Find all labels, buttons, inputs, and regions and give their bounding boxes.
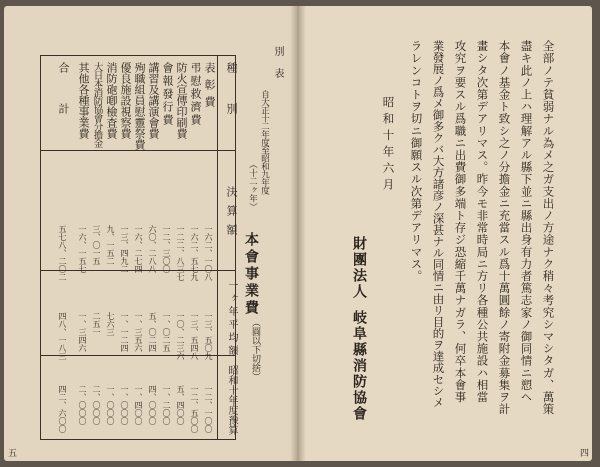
header-settled: 決算額 bbox=[225, 186, 238, 243]
row-settled: 五七八、二〇二 bbox=[58, 225, 67, 281]
row-settled: 一二、三〇〇 bbox=[162, 225, 171, 273]
row-settled: 一六二、一〇八 bbox=[204, 225, 213, 281]
table-title: 本會事業費 bbox=[243, 232, 259, 317]
row-budget: 一、二〇〇 bbox=[162, 385, 171, 425]
row-average: 五、〇二四 bbox=[148, 312, 157, 352]
signature-association: 岐阜縣消防協會 bbox=[351, 310, 367, 422]
row-average: 一三、五四八 bbox=[190, 312, 199, 360]
row-label: 其他各種事業費 bbox=[77, 62, 90, 139]
body-line-5: 攻究ヲ要スル爲職ニ出費御多端ト存ジ恐縮千萬ナガラ、何卒本會事 bbox=[453, 40, 468, 403]
header-divider bbox=[217, 55, 218, 440]
row-budget: 二、〇〇〇 bbox=[78, 385, 87, 425]
row-settled: 三、〇一五 bbox=[92, 225, 101, 265]
body-line-4: 畫シタ次第デアリマス。昨今モ非常時局ニ方リ各種公共施設ハ相當 bbox=[475, 40, 490, 403]
row-average: 七六三 bbox=[106, 312, 115, 336]
table-border-left bbox=[40, 55, 41, 440]
row-label: 表彰費 bbox=[203, 62, 216, 113]
row-average: 一〇、二三六 bbox=[176, 312, 185, 360]
body-line-6: 業發展ノ爲メ御多クバ大方諸彦ノ深甚ナル同情ニ由リ目的ヲ達成セシメ bbox=[431, 40, 446, 408]
row-average: 一三、五〇九 bbox=[204, 312, 213, 360]
period-years: （十二ヶ年） bbox=[247, 160, 258, 211]
row-settled: 一三、四九二 bbox=[120, 225, 129, 273]
row-budget: 一二、一〇〇 bbox=[204, 385, 213, 433]
table-border-top bbox=[40, 55, 236, 56]
row-budget: 二、〇〇〇 bbox=[92, 385, 101, 425]
header-average: 一ヶ年平均額 bbox=[226, 280, 237, 358]
row-average: 一、一二四 bbox=[120, 312, 129, 352]
appendix-header: 別表 bbox=[272, 46, 283, 90]
right-page-number: 四 bbox=[580, 449, 590, 459]
body-line-2: 盡キ此ノ上ハ理解アル縣下並ニ縣出身有力者篤志家ノ御同情ニ愬ヘ bbox=[519, 40, 534, 403]
row-settled: 一六、一五七 bbox=[78, 225, 87, 273]
left-page-number: 五 bbox=[8, 449, 18, 459]
row-label: 殉職組員慰靈祭費 bbox=[133, 62, 146, 150]
row-average: 一、三五六 bbox=[134, 312, 143, 352]
row-budget: 一二、五〇〇 bbox=[190, 385, 199, 433]
table-title-note: （圓以下切捨） bbox=[250, 318, 260, 381]
row-budget: 一、四〇〇 bbox=[134, 385, 143, 425]
row-label: 合計 bbox=[57, 62, 70, 144]
category-divider bbox=[40, 150, 236, 151]
row-label: 會報發行費 bbox=[161, 62, 174, 127]
row-settled: 九、一五二 bbox=[106, 225, 115, 265]
letter-date: 昭和十年六月 bbox=[381, 96, 396, 195]
row-budget: 一、〇〇〇 bbox=[120, 385, 129, 425]
row-label: 大日本消防協會分擔金 bbox=[91, 62, 103, 147]
row-label: 防火宣傳印刷費 bbox=[175, 62, 188, 139]
row-label: 消防砲喞檢査費 bbox=[105, 62, 118, 139]
period-range: 自大正十二年度至昭和九年度 bbox=[259, 90, 270, 194]
body-line-3: 本會ノ基金ト致シ之ノ分擔金ニ充當スル爲十萬圓餘ノ寄附金募集ヲ計 bbox=[497, 40, 512, 416]
signature-corporation: 財團法人 bbox=[351, 236, 367, 300]
row-budget: 四二、六〇〇 bbox=[58, 385, 67, 433]
table-border-bottom bbox=[40, 439, 236, 440]
row-average: 四八、一八三 bbox=[58, 312, 67, 360]
header-budget: 昭和十年度豫算 bbox=[226, 365, 237, 435]
row-budget: 一、〇〇〇 bbox=[106, 385, 115, 425]
row-settled: 一六二、五七九 bbox=[190, 225, 199, 281]
row-budget: 五、四〇〇 bbox=[176, 385, 185, 425]
header-category: 種別 bbox=[225, 62, 238, 144]
row-average: 二五一 bbox=[92, 312, 101, 336]
body-line-1: 全部ノテ貧弱ナル為メ之ガ支出ノ方途ナク稍々考究シマシタガ、萬策 bbox=[541, 40, 556, 416]
row-label: 優良施設視察費 bbox=[119, 62, 132, 139]
row-settled: 一六、二七四 bbox=[134, 225, 143, 273]
row-average: 一、三四六 bbox=[78, 312, 87, 352]
book-gutter bbox=[290, 6, 306, 461]
body-line-7: ラレンコトヲ切ニ御願スル次第デアリマス。 bbox=[409, 40, 424, 282]
row-settled: 一二二、八三七 bbox=[176, 225, 185, 281]
row-label: 講習及講演會費 bbox=[147, 62, 160, 139]
row-budget: 四、〇〇〇 bbox=[148, 385, 157, 425]
row-label: 弔慰救濟費 bbox=[189, 62, 202, 127]
row-settled: 六〇、二八八 bbox=[148, 225, 157, 273]
row-average: 一、〇二五 bbox=[162, 312, 171, 352]
